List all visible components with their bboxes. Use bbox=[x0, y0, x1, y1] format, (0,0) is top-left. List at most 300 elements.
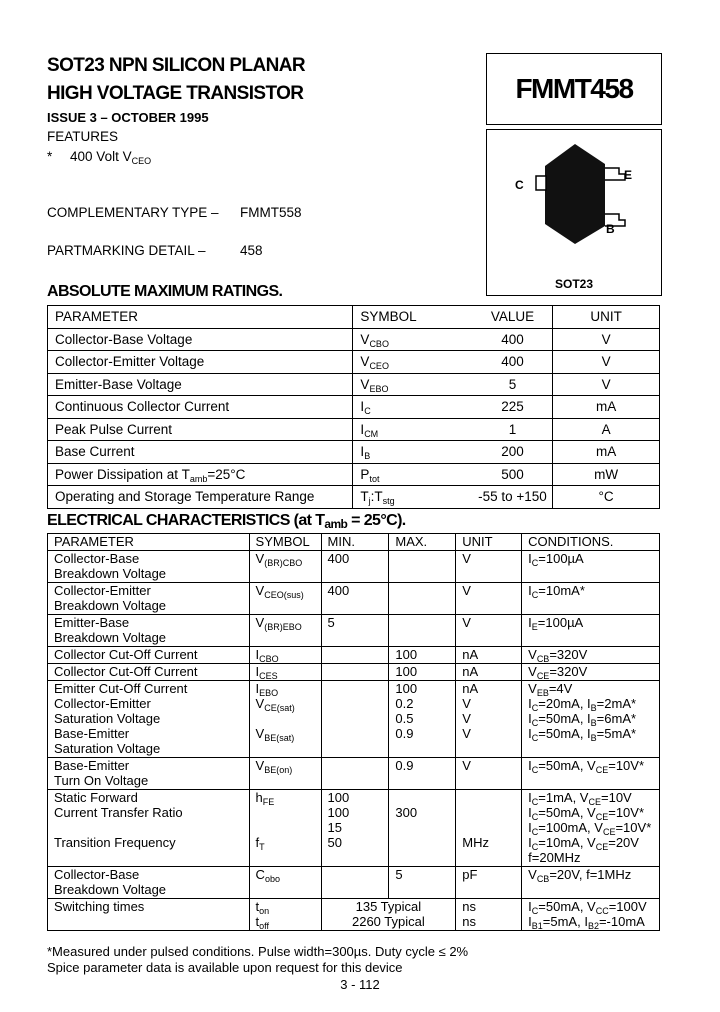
cond-text-b: =50mA, V bbox=[538, 805, 596, 820]
symbol-cell bbox=[353, 373, 473, 396]
cond-text-b: =50mA, V bbox=[538, 899, 596, 914]
symbol-sub: EBO bbox=[259, 688, 279, 698]
symbol-line bbox=[256, 681, 321, 696]
param-line: Collector-Emitter bbox=[54, 696, 151, 711]
param-line: Emitter Cut-Off Current bbox=[54, 681, 188, 696]
symbol-line bbox=[256, 726, 321, 741]
unit-cell: V bbox=[456, 758, 522, 790]
cond-text: I bbox=[528, 711, 532, 726]
unit-cell: V bbox=[553, 328, 660, 351]
value-cell: 400 bbox=[473, 351, 553, 374]
cond-text-b: =20V, f=1MHz bbox=[549, 867, 632, 882]
symbol-sub: j bbox=[368, 496, 371, 507]
cond-text: I bbox=[528, 790, 532, 805]
symbol-text: I bbox=[255, 664, 260, 679]
param-sub: amb bbox=[189, 473, 208, 484]
cond-line bbox=[528, 711, 659, 726]
symbol-cell bbox=[249, 790, 321, 867]
unit-cell bbox=[456, 790, 522, 867]
cond-text: V bbox=[528, 647, 537, 662]
unit-cell: V bbox=[456, 615, 522, 647]
value-cell: 225 bbox=[473, 396, 553, 419]
unit-line: nA bbox=[462, 681, 479, 696]
symbol-sub: BE(on) bbox=[264, 765, 293, 775]
unit-cell: mW bbox=[553, 463, 660, 486]
cond-text: I bbox=[528, 758, 532, 773]
param-cell: Collector Cut-Off Current bbox=[48, 664, 250, 681]
conditions-cell bbox=[522, 790, 660, 867]
max-cell: 0.9 bbox=[389, 758, 456, 790]
min-line: 100 bbox=[327, 805, 350, 820]
cond-text: I bbox=[528, 696, 532, 711]
elec-table bbox=[47, 533, 660, 931]
table-row bbox=[48, 373, 660, 396]
unit-cell: nA bbox=[456, 647, 522, 664]
cond-sub-b: CE bbox=[595, 812, 609, 822]
cond-sub: EB bbox=[536, 688, 549, 698]
max-cell: 100 bbox=[389, 664, 456, 681]
cond-sub: C bbox=[531, 827, 539, 837]
param-cell bbox=[48, 867, 250, 899]
table-row bbox=[48, 758, 660, 790]
param-cell: Base Current bbox=[48, 441, 353, 464]
cond-text: I bbox=[528, 615, 532, 630]
unit-cell: V bbox=[553, 351, 660, 374]
min-cell bbox=[321, 790, 389, 867]
footnote-pulsed: *Measured under pulsed conditions. Pulse width=300µs. Duty cycle ≤ 2% bbox=[47, 944, 469, 959]
symbol-cell bbox=[353, 463, 473, 486]
param-cell bbox=[48, 615, 250, 647]
symbol-cell bbox=[353, 351, 473, 374]
symbol-text: t bbox=[255, 899, 260, 914]
symbol-sub: BE(sat) bbox=[264, 733, 295, 743]
cond-text-b: =50mA, V bbox=[538, 758, 596, 773]
symbol-text: P bbox=[360, 466, 370, 482]
table-row bbox=[48, 463, 660, 486]
symbol-sub: off bbox=[259, 921, 270, 931]
package-name: SOT23 bbox=[554, 277, 593, 291]
cond-sub: E bbox=[531, 622, 538, 632]
symbol-line bbox=[256, 696, 321, 711]
table-row bbox=[48, 351, 660, 374]
symbol-sub: CBO bbox=[259, 654, 279, 664]
symbol-text: I bbox=[255, 647, 260, 662]
max-cell bbox=[389, 790, 456, 867]
conditions-cell bbox=[522, 583, 660, 615]
symbol-line bbox=[256, 914, 321, 929]
unit-cell: V bbox=[553, 373, 660, 396]
symbol-sub: (BR)EBO bbox=[264, 622, 302, 632]
pin-e-label: E bbox=[624, 168, 633, 182]
cond-sub: CB bbox=[536, 654, 550, 664]
param-line: Saturation Voltage bbox=[54, 741, 161, 756]
elec-title bbox=[47, 512, 406, 530]
cond-text-b: =50mA, I bbox=[538, 726, 591, 741]
symbol-sub: FE bbox=[262, 797, 275, 807]
header-conditions: CONDITIONS. bbox=[522, 534, 660, 551]
min-cell: 400 bbox=[321, 583, 389, 615]
footnote-spice: Spice parameter data is available upon request for this device bbox=[47, 960, 403, 975]
header-parameter: PARAMETER bbox=[48, 306, 353, 329]
symbol-sub: (BR)CBO bbox=[264, 558, 303, 568]
symbol-sub: obo bbox=[264, 874, 280, 884]
abs-max-title: ABSOLUTE MAXIMUM RATINGS. bbox=[47, 283, 283, 300]
cond-text: I bbox=[528, 726, 532, 741]
feature-text: 400 Volt V bbox=[70, 149, 132, 164]
cond-text-b: =320V bbox=[549, 647, 588, 662]
min-line: 15 bbox=[327, 820, 342, 835]
unit-cell: pF bbox=[456, 867, 522, 899]
cond-sub: C bbox=[531, 590, 539, 600]
unit-cell: °C bbox=[553, 486, 660, 509]
cond-text: I bbox=[528, 583, 532, 598]
param-line-2: Breakdown Voltage bbox=[54, 598, 167, 613]
param-cell: Collector-Emitter Voltage bbox=[48, 351, 353, 374]
abs-max-table bbox=[47, 305, 660, 509]
min-cell: 5 bbox=[321, 615, 389, 647]
symbol-sub: CM bbox=[364, 428, 379, 439]
symbol-sub: EBO bbox=[369, 383, 389, 394]
cond-line bbox=[528, 681, 659, 696]
symbol-text: t bbox=[255, 914, 260, 929]
sot23-package-drawing bbox=[487, 130, 661, 270]
cond-text-b: =5mA, I bbox=[542, 914, 588, 929]
header-value: VALUE bbox=[473, 306, 553, 329]
min-cell bbox=[321, 758, 389, 790]
unit-line: V bbox=[462, 696, 471, 711]
header-min: MIN. bbox=[321, 534, 389, 551]
symbol-sub-b: stg bbox=[382, 496, 395, 507]
max-line: 0.2 bbox=[395, 696, 414, 711]
symbol-text: V bbox=[255, 583, 265, 598]
table-row bbox=[48, 790, 660, 867]
max-line: 0.9 bbox=[395, 726, 414, 741]
cond-text-c: =5mA* bbox=[596, 726, 637, 741]
symbol-text: V bbox=[360, 354, 370, 370]
part-number: FMMT458 bbox=[515, 73, 633, 104]
symbol-cell bbox=[249, 758, 321, 790]
symbol-sub: T bbox=[259, 842, 265, 852]
param-line: Saturation Voltage bbox=[54, 711, 161, 726]
table-row bbox=[48, 396, 660, 419]
param-line-1: Base-Emitter bbox=[54, 758, 130, 773]
symbol-text: V bbox=[255, 696, 265, 711]
table-row bbox=[48, 328, 660, 351]
header-symbol: SYMBOL bbox=[249, 534, 321, 551]
complementary-label: COMPLEMENTARY TYPE – bbox=[47, 205, 219, 220]
max-cell: 100 bbox=[389, 647, 456, 664]
value-cell: 5 bbox=[473, 373, 553, 396]
complementary-value: FMMT558 bbox=[240, 205, 302, 220]
value-cell: -55 to +150 bbox=[473, 486, 553, 509]
min-cell bbox=[321, 867, 389, 899]
issue-line: ISSUE 3 – OCTOBER 1995 bbox=[47, 110, 209, 125]
param-cell bbox=[48, 681, 250, 758]
page-number: 3 - 112 bbox=[340, 977, 380, 992]
cond-text: I bbox=[528, 551, 532, 566]
unit-cell: A bbox=[553, 418, 660, 441]
symbol-text: h bbox=[255, 790, 263, 805]
conditions-cell bbox=[522, 681, 660, 758]
value-cell: 1 bbox=[473, 418, 553, 441]
symbol-cell bbox=[249, 899, 321, 931]
symbol-sub: tot bbox=[369, 473, 380, 484]
cond-line bbox=[528, 790, 659, 805]
cond-sub-b: CE bbox=[595, 842, 609, 852]
cond-text: V bbox=[528, 681, 537, 696]
pin-b-label: B bbox=[606, 222, 615, 236]
cond-line bbox=[528, 805, 659, 820]
value-cell: 500 bbox=[473, 463, 553, 486]
cond-sub-b: B bbox=[590, 733, 597, 743]
symbol-sub: CEO(sus) bbox=[264, 590, 304, 600]
symbol-text: V bbox=[255, 758, 265, 773]
param-cell: Peak Pulse Current bbox=[48, 418, 353, 441]
param-text-b: =25°C bbox=[207, 466, 246, 482]
features-heading: FEATURES bbox=[47, 129, 119, 144]
cond-sub: CE bbox=[536, 671, 550, 681]
cond-text: V bbox=[528, 867, 537, 882]
symbol-cell bbox=[249, 664, 321, 681]
min-line: 50 bbox=[327, 835, 342, 850]
cond-sub-b: B bbox=[590, 718, 597, 728]
param-line: Current Transfer Ratio bbox=[54, 805, 183, 820]
cond-text-c: =20V bbox=[608, 835, 639, 850]
cond-text-c: =100V bbox=[608, 899, 647, 914]
feature-bullet: * bbox=[47, 149, 53, 164]
unit-cell bbox=[456, 899, 522, 931]
partmarking-value: 458 bbox=[240, 243, 263, 258]
min-line: 100 bbox=[327, 790, 350, 805]
min-cell bbox=[321, 681, 389, 758]
cond-text: V bbox=[528, 664, 537, 679]
conditions-cell bbox=[522, 615, 660, 647]
cond-sub-b: CC bbox=[595, 906, 609, 916]
header-unit: UNIT bbox=[553, 306, 660, 329]
symbol-line bbox=[256, 899, 321, 914]
param-cell bbox=[48, 463, 353, 486]
header-parameter: PARAMETER bbox=[48, 534, 250, 551]
conditions-cell bbox=[522, 647, 660, 664]
symbol-cell bbox=[353, 486, 473, 509]
symbol-cell bbox=[249, 615, 321, 647]
symbol-text: C bbox=[255, 867, 265, 882]
param-line: Transition Frequency bbox=[54, 835, 176, 850]
param-cell bbox=[48, 758, 250, 790]
param-cell: Continuous Collector Current bbox=[48, 396, 353, 419]
table-header-row bbox=[48, 534, 660, 551]
symbol-cell bbox=[249, 867, 321, 899]
symbol-text: V bbox=[360, 376, 370, 392]
conditions-cell bbox=[522, 758, 660, 790]
table-row bbox=[48, 867, 660, 899]
conditions-cell bbox=[522, 551, 660, 583]
cond-text-c: =10V* bbox=[608, 805, 645, 820]
cond-sub-b: CE bbox=[595, 765, 609, 775]
max-cell bbox=[389, 551, 456, 583]
cond-line bbox=[528, 820, 659, 835]
cond-text: I bbox=[528, 914, 532, 929]
symbol-line bbox=[256, 835, 321, 850]
table-row bbox=[48, 441, 660, 464]
param-line-2: Breakdown Voltage bbox=[54, 566, 167, 581]
part-number-box bbox=[486, 53, 662, 125]
min-cell bbox=[321, 647, 389, 664]
value-cell: 200 bbox=[473, 441, 553, 464]
cond-sub: C bbox=[531, 703, 539, 713]
cond-sub: C bbox=[531, 797, 539, 807]
max-cell: 5 bbox=[389, 867, 456, 899]
max-cell bbox=[389, 681, 456, 758]
param-cell bbox=[48, 551, 250, 583]
unit-line: V bbox=[462, 711, 471, 726]
cond-sub: C bbox=[531, 558, 539, 568]
cond-text-b: =10mA, V bbox=[538, 835, 596, 850]
param-cell: Collector Cut-Off Current bbox=[48, 647, 250, 664]
symbol-sub: CBO bbox=[369, 338, 389, 349]
cond-sub-b: B bbox=[590, 703, 597, 713]
cond-line bbox=[528, 899, 659, 914]
max-cell bbox=[389, 615, 456, 647]
cond-sub-b: B2 bbox=[587, 921, 599, 931]
conditions-cell bbox=[522, 899, 660, 931]
elec-title-sub: amb bbox=[324, 517, 348, 531]
cond-sub: B1 bbox=[531, 921, 543, 931]
cond-sub: C bbox=[531, 733, 539, 743]
symbol-cell bbox=[353, 441, 473, 464]
min-cell: 400 bbox=[321, 551, 389, 583]
cond-line: f=20MHz bbox=[528, 850, 581, 865]
cond-line bbox=[528, 835, 659, 850]
cond-text-b: =320V bbox=[549, 664, 588, 679]
symbol-text: I bbox=[360, 444, 365, 460]
max-line: 0.5 bbox=[395, 711, 414, 726]
cond-text: I bbox=[528, 820, 532, 835]
unit-line: MHz bbox=[462, 835, 489, 850]
typical-cell bbox=[321, 899, 456, 931]
max-cell bbox=[389, 583, 456, 615]
symbol-cell bbox=[249, 583, 321, 615]
symbol-text: V bbox=[255, 726, 265, 741]
cond-text: I bbox=[528, 835, 532, 850]
cond-text: I bbox=[528, 899, 532, 914]
table-row bbox=[48, 486, 660, 509]
param-line-1: Collector-Emitter bbox=[54, 583, 151, 598]
table-row bbox=[48, 664, 660, 681]
param-line-2: Breakdown Voltage bbox=[54, 630, 167, 645]
table-header-row bbox=[48, 306, 660, 329]
cond-line bbox=[528, 726, 659, 741]
title-line-2: HIGH VOLTAGE TRANSISTOR bbox=[47, 83, 304, 104]
cond-text-b: =100mA, V bbox=[538, 820, 603, 835]
conditions-cell bbox=[522, 867, 660, 899]
cond-sub-b: CE bbox=[588, 797, 601, 807]
cond-sub: C bbox=[531, 765, 539, 775]
symbol-cell bbox=[249, 647, 321, 664]
symbol-text: V bbox=[360, 331, 370, 347]
cond-text-c: =2mA* bbox=[596, 696, 637, 711]
value-cell: 400 bbox=[473, 328, 553, 351]
table-row bbox=[48, 899, 660, 931]
param-line: Static Forward bbox=[54, 790, 138, 805]
param-line: Base-Emitter bbox=[54, 726, 130, 741]
header-symbol: SYMBOL bbox=[353, 306, 473, 329]
feature-sub: CEO bbox=[131, 156, 152, 166]
cond-sub: C bbox=[531, 906, 539, 916]
cond-line bbox=[528, 914, 659, 929]
min-cell bbox=[321, 664, 389, 681]
symbol-text: I bbox=[360, 421, 365, 437]
cond-text-b: =10mA* bbox=[538, 583, 585, 598]
unit-cell: mA bbox=[553, 396, 660, 419]
symbol-sub: C bbox=[364, 406, 371, 417]
typical-line: 135 Typical bbox=[355, 899, 422, 914]
feature-item bbox=[47, 149, 151, 164]
symbol-sub: CEO bbox=[369, 361, 389, 372]
symbol-text-b: :T bbox=[370, 489, 383, 505]
unit-line: ns bbox=[462, 914, 476, 929]
symbol-text: T bbox=[360, 489, 369, 505]
cond-sub: C bbox=[531, 842, 539, 852]
param-line-2: Turn On Voltage bbox=[54, 773, 149, 788]
cond-line bbox=[528, 696, 659, 711]
symbol-sub: on bbox=[259, 906, 270, 916]
cond-sub: C bbox=[531, 812, 539, 822]
table-row bbox=[48, 418, 660, 441]
table-row bbox=[48, 615, 660, 647]
pin-c-label: C bbox=[515, 178, 524, 192]
symbol-sub: B bbox=[364, 451, 371, 462]
table-row bbox=[48, 681, 660, 758]
symbol-sub: CE(sat) bbox=[264, 703, 295, 713]
partmarking-label: PARTMARKING DETAIL – bbox=[47, 243, 206, 258]
param-line-1: Collector-Base bbox=[54, 551, 140, 566]
table-row bbox=[48, 583, 660, 615]
symbol-text: I bbox=[255, 681, 260, 696]
cond-text-b: =100µA bbox=[538, 551, 584, 566]
table-row bbox=[48, 551, 660, 583]
unit-line: V bbox=[462, 726, 471, 741]
param-cell bbox=[48, 583, 250, 615]
unit-cell: V bbox=[456, 583, 522, 615]
symbol-cell bbox=[353, 328, 473, 351]
cond-sub: C bbox=[531, 718, 539, 728]
typical-line: 2260 Typical bbox=[351, 914, 425, 929]
symbol-text: V bbox=[255, 615, 265, 630]
param-cell: Collector-Base Voltage bbox=[48, 328, 353, 351]
cond-text-c: =10V* bbox=[615, 820, 652, 835]
symbol-line bbox=[256, 790, 321, 805]
unit-cell: mA bbox=[553, 441, 660, 464]
symbol-text: f bbox=[255, 835, 260, 850]
unit-cell: nA bbox=[456, 664, 522, 681]
param-cell: Operating and Storage Temperature Range bbox=[48, 486, 353, 509]
elec-title-text: ELECTRICAL CHARACTERISTICS (at T bbox=[47, 512, 325, 529]
param-line-2: Breakdown Voltage bbox=[54, 882, 167, 897]
cond-text-c: =10V bbox=[601, 790, 632, 805]
cond-text-b: =4V bbox=[548, 681, 573, 696]
cond-text-b: =100µA bbox=[537, 615, 584, 630]
symbol-cell bbox=[249, 551, 321, 583]
cond-text-b: =50mA, I bbox=[538, 711, 591, 726]
symbol-sub: CES bbox=[259, 671, 278, 681]
unit-line: ns bbox=[462, 899, 476, 914]
param-cell: Switching times bbox=[48, 899, 250, 931]
cond-text-c: =6mA* bbox=[596, 711, 637, 726]
param-cell: Emitter-Base Voltage bbox=[48, 373, 353, 396]
header-unit: UNIT bbox=[456, 534, 522, 551]
cond-text-c: =-10mA bbox=[598, 914, 645, 929]
